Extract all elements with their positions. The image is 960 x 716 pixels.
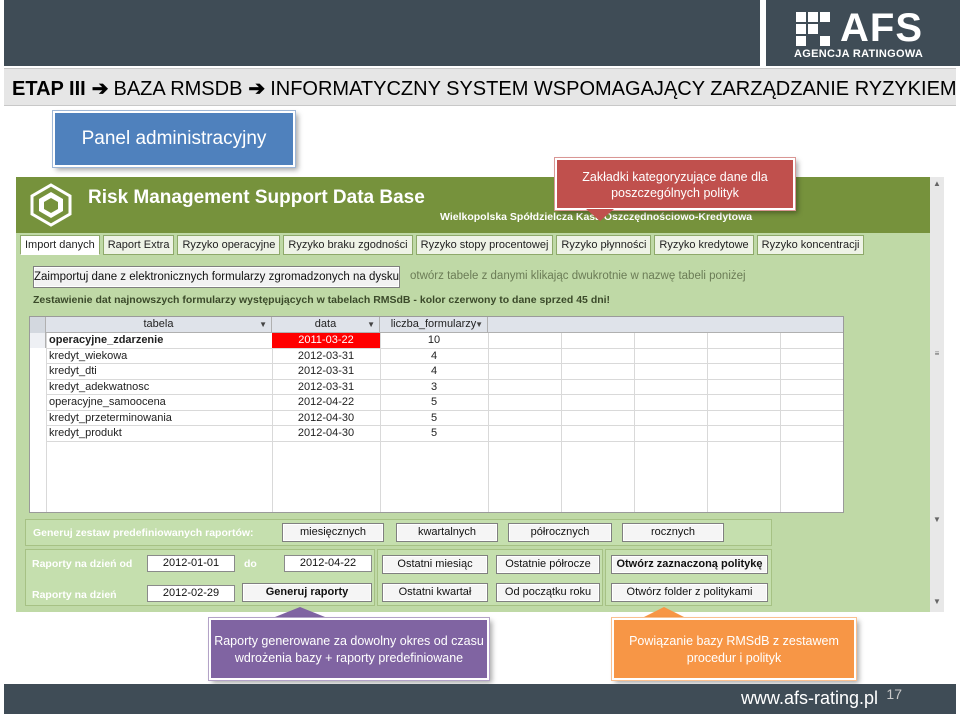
day-field[interactable]: 2012-02-29	[147, 585, 235, 602]
afs-logo	[766, 0, 960, 66]
app-window	[16, 177, 944, 612]
open-policy-folder-button[interactable]: Otwórz folder z politykami	[611, 583, 768, 602]
app-subtitle: Wielkopolska Spółdzielcza Kasa Oszczędnościowo-Kredytowa	[440, 211, 753, 223]
title-band	[4, 68, 956, 106]
cell-liczba[interactable]: 5	[430, 396, 438, 408]
cell-liczba[interactable]: 10	[427, 334, 441, 346]
tab-raport-extra[interactable]: Raport Extra	[103, 235, 175, 255]
cell-tabela[interactable]: kredyt_produkt	[49, 427, 122, 439]
policy-callout-line2: procedur i polityk	[686, 651, 782, 665]
cell-tabela[interactable]: operacyjne_zdarzenie	[49, 334, 164, 346]
monthly-button[interactable]: miesięcznych	[282, 523, 384, 542]
cell-data[interactable]: 2012-04-22	[297, 396, 355, 408]
cell-liczba[interactable]: 3	[430, 380, 438, 393]
page-title	[12, 76, 957, 101]
halfyear-button[interactable]: półrocznych	[508, 523, 612, 542]
cell-tabela[interactable]: kredyt_wiekowa	[49, 349, 128, 362]
date-to-field[interactable]: 2012-04-22	[284, 555, 372, 572]
predefined-reports-panel	[25, 519, 772, 546]
footer-band	[4, 684, 956, 714]
cell-tabela[interactable]: kredyt_dti	[49, 365, 97, 377]
logo-text: AFS	[840, 6, 923, 50]
tab-ryzyko-plynnosci[interactable]: Ryzyko płynności	[556, 235, 651, 255]
table-row[interactable]	[46, 426, 844, 442]
title-system: INFORMATYCZNY SYSTEM WSPOMAGAJĄCY ZARZĄDZANIE RYZYKIEM	[270, 78, 957, 100]
cell-data[interactable]: 2011-03-22	[272, 333, 380, 348]
tabs-callout	[555, 158, 795, 210]
quick-period-panel	[377, 549, 603, 606]
arrow-right-icon: ➔	[248, 78, 266, 100]
reports-callout-line2: wdrożenia bazy + raporty predefiniowane	[234, 651, 464, 665]
scroll-thumb-icon[interactable]: ≡	[934, 349, 940, 358]
last-quarter-button[interactable]: Ostatni kwartał	[382, 583, 488, 602]
arrow-right-icon: ➔	[91, 78, 109, 100]
app-title: Risk Management Support Data Base	[88, 187, 425, 208]
chevron-down-icon[interactable]: ▼	[475, 320, 483, 329]
footer-url[interactable]: www.afs-rating.pl	[740, 688, 878, 708]
range-label: Raporty na dzień od	[32, 558, 133, 570]
cell-liczba[interactable]: 5	[430, 427, 438, 439]
year-to-date-button[interactable]: Od początku roku	[496, 583, 600, 602]
top-band	[4, 0, 760, 66]
admin-panel-label: Panel administracyjny	[53, 111, 295, 167]
title-db: BAZA RMSDB	[113, 78, 243, 100]
grid-header	[30, 317, 844, 333]
select-all-corner[interactable]	[30, 317, 46, 333]
import-button[interactable]: Zaimportuj dane z elektronicznych formularzy zgromadzonych na dysku	[33, 266, 400, 288]
logo-subtitle: AGENCJA RATINGOWA	[794, 48, 924, 60]
tabs-callout-line2: poszczególnych polityk	[611, 186, 739, 200]
title-stage: ETAP III	[12, 78, 86, 100]
day-label: Raporty na dzień	[32, 589, 117, 601]
scroll-down-icon[interactable]: ▼	[933, 597, 941, 606]
cell-data[interactable]: 2012-03-31	[297, 349, 355, 362]
open-selected-policy-button[interactable]: Otwórz zaznaczoną politykę	[611, 555, 768, 574]
vertical-scrollbar[interactable]	[930, 177, 944, 612]
table-row[interactable]	[46, 380, 844, 396]
cell-liczba[interactable]: 5	[430, 411, 438, 424]
tab-ryzyko-stopy-procentowej[interactable]: Ryzyko stopy procentowej	[416, 235, 554, 255]
afs-logo-icon	[796, 12, 832, 48]
tab-bar	[20, 235, 867, 257]
tab-ryzyko-koncentracji[interactable]: Ryzyko koncentracji	[757, 235, 865, 255]
policy-callout-line1: Powiązanie bazy RMSdB z zestawem	[629, 634, 839, 648]
reports-callout	[209, 618, 489, 680]
date-reports-panel	[25, 549, 375, 606]
app-logo-icon	[28, 183, 74, 227]
policy-callout	[612, 618, 856, 680]
import-hint: otwórz tabele z danymi klikając dwukrotnie w nazwę tabeli poniżej	[410, 270, 746, 282]
predefined-label: Generuj zestaw predefiniowanych raportów:	[33, 527, 254, 539]
policy-panel	[605, 549, 772, 606]
generate-reports-button[interactable]: Generuj raporty	[242, 583, 372, 602]
cell-data[interactable]: 2012-03-31	[297, 365, 355, 377]
summary-label: Zestawienie dat najnowszych formularzy występujących w tabelach RMSdB - kolor czerwony to dane sprzed 45 dni!	[33, 294, 611, 306]
tab-ryzyko-operacyjne[interactable]: Ryzyko operacyjne	[177, 235, 280, 255]
chevron-down-icon[interactable]: ▼	[259, 320, 267, 329]
cell-data[interactable]: 2012-04-30	[297, 411, 355, 424]
last-halfyear-button[interactable]: Ostatnie półrocze	[496, 555, 600, 574]
date-from-field[interactable]: 2012-01-01	[147, 555, 235, 572]
tab-import-danych[interactable]: Import danych	[20, 235, 100, 255]
tab-ryzyko-kredytowe[interactable]: Ryzyko kredytowe	[654, 235, 753, 255]
table-row[interactable]	[46, 333, 844, 349]
cell-tabela[interactable]: operacyjne_samoocena	[49, 396, 166, 408]
reports-callout-line1: Raporty generowane za dowolny okres od czasu	[214, 634, 484, 648]
cell-liczba[interactable]: 4	[430, 349, 438, 362]
cell-tabela[interactable]: kredyt_adekwatnosc	[49, 380, 150, 393]
last-month-button[interactable]: Ostatni miesiąc	[382, 555, 488, 574]
table-row[interactable]	[46, 411, 844, 427]
tabs-callout-line1: Zakładki kategoryzujące dane dla	[582, 170, 768, 184]
cell-tabela[interactable]: kredyt_przeterminowania	[49, 411, 172, 424]
column-header-tabela[interactable]: tabela ▼	[46, 317, 272, 333]
table-row[interactable]	[46, 364, 844, 380]
scroll-up-icon[interactable]: ▲	[933, 179, 941, 188]
cell-data[interactable]: 2012-03-31	[297, 380, 355, 393]
row-selector[interactable]	[30, 333, 46, 348]
table-row[interactable]	[46, 349, 844, 365]
chevron-down-icon[interactable]: ▼	[367, 320, 375, 329]
scroll-down-icon[interactable]: ▼	[933, 515, 941, 524]
column-header-data[interactable]: data ▼	[272, 317, 380, 333]
tabs-callout-pointer	[586, 209, 614, 221]
cell-data[interactable]: 2012-04-30	[297, 427, 355, 439]
table-row[interactable]	[46, 395, 844, 411]
page-number: 17	[886, 686, 902, 702]
quarterly-button[interactable]: kwartalnych	[396, 523, 498, 542]
yearly-button[interactable]: rocznych	[622, 523, 724, 542]
data-grid	[29, 316, 844, 513]
to-label: do	[244, 558, 257, 570]
column-header-liczba[interactable]: liczba_formularzy ▼	[380, 317, 488, 333]
cell-liczba[interactable]: 4	[430, 365, 438, 377]
tab-ryzyko-braku-zgodnosci[interactable]: Ryzyko braku zgodności	[283, 235, 412, 255]
